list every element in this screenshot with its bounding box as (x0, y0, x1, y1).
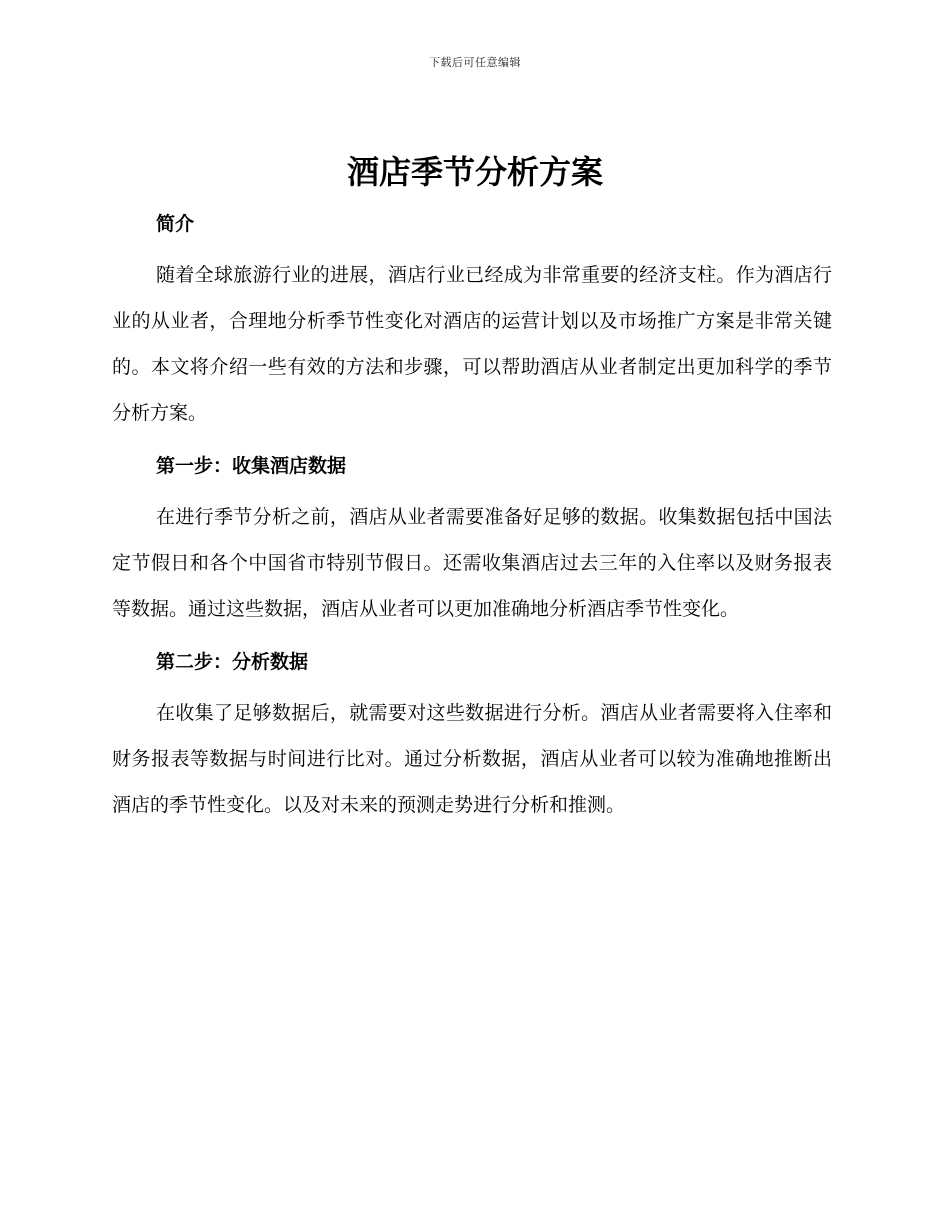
section-step-one (112, 444, 832, 632)
section-paragraph: 在收集了足够数据后，就需要对这些数据进行分析。酒店从业者需要将入住率和财务报表等数据与时间进行比对。通过分析数据，酒店从业者可以较为准确地推断出酒店的季节性变化。以及对未来的预测走势进行分析和推测。 (112, 702, 832, 816)
section-heading: 第二步：分析数据 (156, 651, 309, 673)
section-heading: 简介 (156, 213, 195, 235)
section-intro (112, 202, 832, 436)
section-paragraph: 在进行季节分析之前，酒店从业者需要准备好足够的数据。收集数据包括中国法定节假日和各个中国省市特别节假日。还需收集酒店过去三年的入住率以及财务报表等数据。通过这些数据，酒店从业者可以更加准确地分析酒店季节性变化。 (112, 506, 832, 620)
section-step-two (112, 640, 832, 828)
section-heading: 第一步：收集酒店数据 (156, 455, 347, 477)
section-paragraph: 随着全球旅游行业的进展，酒店行业已经成为非常重要的经济支柱。作为酒店行业的从业者，合理地分析季节性变化对酒店的运营计划以及市场推广方案是非常关键的。本文将介绍一些有效的方法和步骤，可以帮助酒店从业者制定出更加科学的季节分析方案。 (112, 264, 832, 424)
header-note: 下载后可任意编辑 (429, 56, 521, 69)
document-body (112, 202, 832, 836)
document-title: 酒店季节分析方案 (346, 153, 603, 191)
